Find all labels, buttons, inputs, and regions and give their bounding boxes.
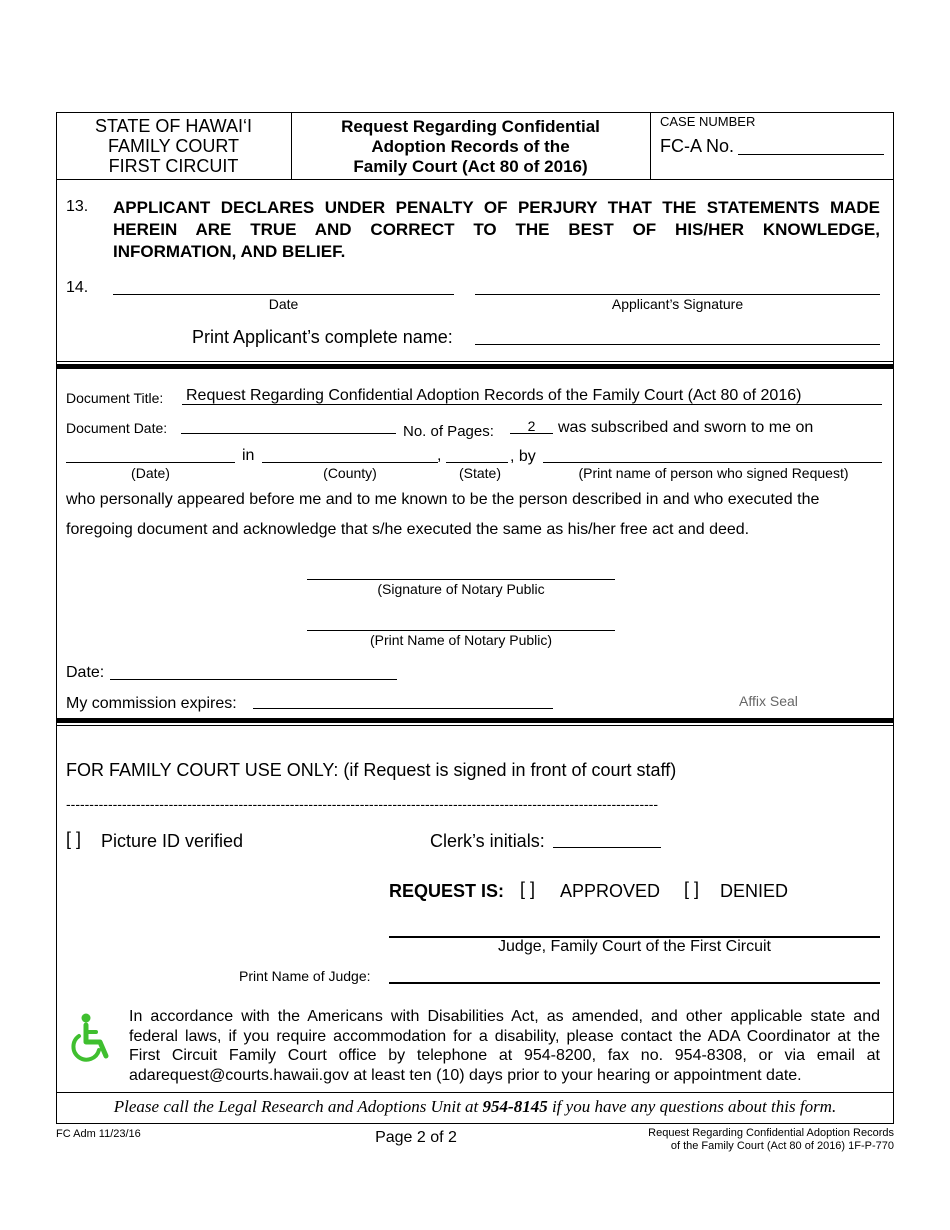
header-bottom-rule <box>56 179 894 180</box>
court-name-block <box>56 116 291 176</box>
doc-date-field[interactable] <box>181 433 396 434</box>
sworn-date-field[interactable] <box>66 462 235 463</box>
doc-title-field[interactable] <box>182 404 882 405</box>
divider-thick-2 <box>56 718 894 723</box>
court-use-heading: FOR FAMILY COURT USE ONLY: (if Request is signed in front of court staff) <box>66 760 677 780</box>
notary-date-label: Date: <box>66 664 105 681</box>
county-field[interactable] <box>262 462 438 463</box>
approved-label: APPROVED <box>560 881 661 901</box>
notary-date-field[interactable] <box>110 679 397 680</box>
pages-label: No. of Pages: <box>403 423 494 440</box>
call-note-post: if you have any questions about this form. <box>547 1097 837 1116</box>
applicant-signature-field[interactable] <box>475 294 880 295</box>
request-is-label: REQUEST IS: <box>389 881 505 901</box>
judge-name-label: Print Name of Judge: <box>239 968 371 984</box>
applicant-date-field[interactable] <box>113 294 454 295</box>
pages-value: 2 <box>527 418 536 434</box>
header-divider-2 <box>650 112 651 179</box>
perjury-line-1: APPLICANT DECLARES UNDER PENALTY OF PERJURY THAT THE STATEMENTS MADE <box>113 198 880 217</box>
item-14-number: 14. <box>66 279 89 296</box>
ada-line-1: In accordance with the Americans with Disabilities Act, as amended, and other applicable state and <box>129 1008 880 1025</box>
clerk-initials-label: Clerk’s initials: <box>430 831 545 851</box>
doc-title-value: Request Regarding Confidential Adoption Records of the Family Court (Act 80 of 2016) <box>186 387 802 404</box>
form-title-line-3: Family Court (Act 80 of 2016) <box>353 157 588 176</box>
county-cap: (County) <box>323 465 377 481</box>
court-line-3: FIRST CIRCUIT <box>108 156 239 176</box>
applicant-print-name-field[interactable] <box>475 344 880 345</box>
frame-right <box>893 112 894 1124</box>
ada-line-4: adarequest@courts.hawaii.gov at least ten (10) days prior to your hearing or appointment date. <box>129 1066 802 1084</box>
doc-title-label: Document Title: <box>66 390 164 406</box>
case-number-field[interactable] <box>738 154 884 155</box>
commission-label: My commission expires: <box>66 695 237 712</box>
item-13-number: 13. <box>66 198 89 215</box>
case-number-label: CASE NUMBER <box>660 114 756 129</box>
page-number: Page 2 of 2 <box>375 1129 457 1146</box>
frame-bottom <box>56 1123 894 1124</box>
doc-date-label: Document Date: <box>66 420 168 436</box>
date-cap: (Date) <box>131 465 170 481</box>
notary-signature-field[interactable] <box>307 579 615 580</box>
ada-line-2: federal laws, if you require accommodation for a disability, please contact the ADA Coordinator at the <box>129 1027 880 1045</box>
wheelchair-icon <box>66 1012 118 1064</box>
signer-name-field[interactable] <box>543 462 882 463</box>
commission-field[interactable] <box>253 708 553 709</box>
id-verified-label: Picture ID verified <box>101 831 244 851</box>
id-checkbox[interactable]: [ ] <box>66 829 82 849</box>
perjury-line-2: HEREIN ARE TRUE AND CORRECT TO THE BEST OF HIS/HER KNOWLEDGE, <box>113 220 880 239</box>
approved-checkbox[interactable]: [ ] <box>520 879 536 899</box>
frame-left <box>56 112 57 1124</box>
judge-caption: Judge, Family Court of the First Circuit <box>498 938 771 955</box>
denied-label: DENIED <box>720 881 789 901</box>
court-line-2: FAMILY COURT <box>107 136 240 156</box>
subscribed-text: was subscribed and sworn to me on <box>558 419 814 436</box>
judge-name-field[interactable] <box>389 982 880 984</box>
case-prefix: FC-A No. <box>660 136 735 156</box>
denied-checkbox[interactable]: [ ] <box>684 879 700 899</box>
footer-title-line-2: of the Family Court (Act 80 of 2016) 1F-P-770 <box>670 1140 894 1152</box>
divider-thin-2 <box>56 725 894 726</box>
notary-para-line-2: foregoing document and acknowledge that s/he executed the same as his/her free act and deed. <box>66 521 750 538</box>
footer-title-line-1: Request Regarding Confidential Adoption Records <box>648 1127 894 1139</box>
perjury-declaration <box>113 197 880 263</box>
comma-text: , <box>437 447 442 464</box>
signature-caption: Applicant’s Signature <box>611 296 744 312</box>
pages-field[interactable] <box>510 433 553 434</box>
state-cap: (State) <box>458 465 501 481</box>
call-note-top-rule <box>56 1092 894 1093</box>
divider-thin-1 <box>56 361 894 362</box>
form-code: FC Adm 11/23/16 <box>56 1128 141 1140</box>
clerk-initials-field[interactable] <box>553 847 661 848</box>
state-field[interactable] <box>446 462 508 463</box>
divider-thick-1 <box>56 364 894 369</box>
perjury-line-3: INFORMATION, AND BELIEF. <box>113 242 346 261</box>
person-cap: (Print name of person who signed Request) <box>578 465 849 481</box>
call-note-pre: Please call the Legal Research and Adoptions Unit at <box>113 1097 483 1116</box>
print-name-label: Print Applicant’s complete name: <box>192 327 453 347</box>
call-note-phone: 954-8145 <box>482 1097 548 1116</box>
ada-notice <box>129 1007 880 1085</box>
form-title-line-2: Adoption Records of the <box>371 137 570 156</box>
frame-top <box>56 112 894 113</box>
footer-form-title <box>594 1127 894 1153</box>
notary-para-line-1: who personally appeared before me and to me known to be the person described in and who executed the <box>66 491 820 508</box>
call-note <box>56 1097 894 1117</box>
by-text: , by <box>510 448 536 465</box>
in-text: in <box>242 447 255 464</box>
form-title-block <box>291 117 650 177</box>
court-line-1: STATE OF HAWAI‘I <box>95 116 252 136</box>
notary-signature-caption: (Signature of Notary Public <box>377 581 545 597</box>
ada-line-3: First Circuit Family Court office by telephone at 954-8200, fax no. 954-8308, or via email at <box>129 1047 880 1064</box>
date-caption: Date <box>268 296 299 312</box>
affix-seal-label: Affix Seal <box>739 693 798 709</box>
notary-name-field[interactable] <box>307 630 615 631</box>
dashed-separator: ------------------------------------------------------------------------------------------------------------------------------- <box>66 796 659 812</box>
form-title-line-1: Request Regarding Confidential <box>341 117 600 136</box>
notary-name-caption: (Print Name of Notary Public) <box>369 632 553 648</box>
